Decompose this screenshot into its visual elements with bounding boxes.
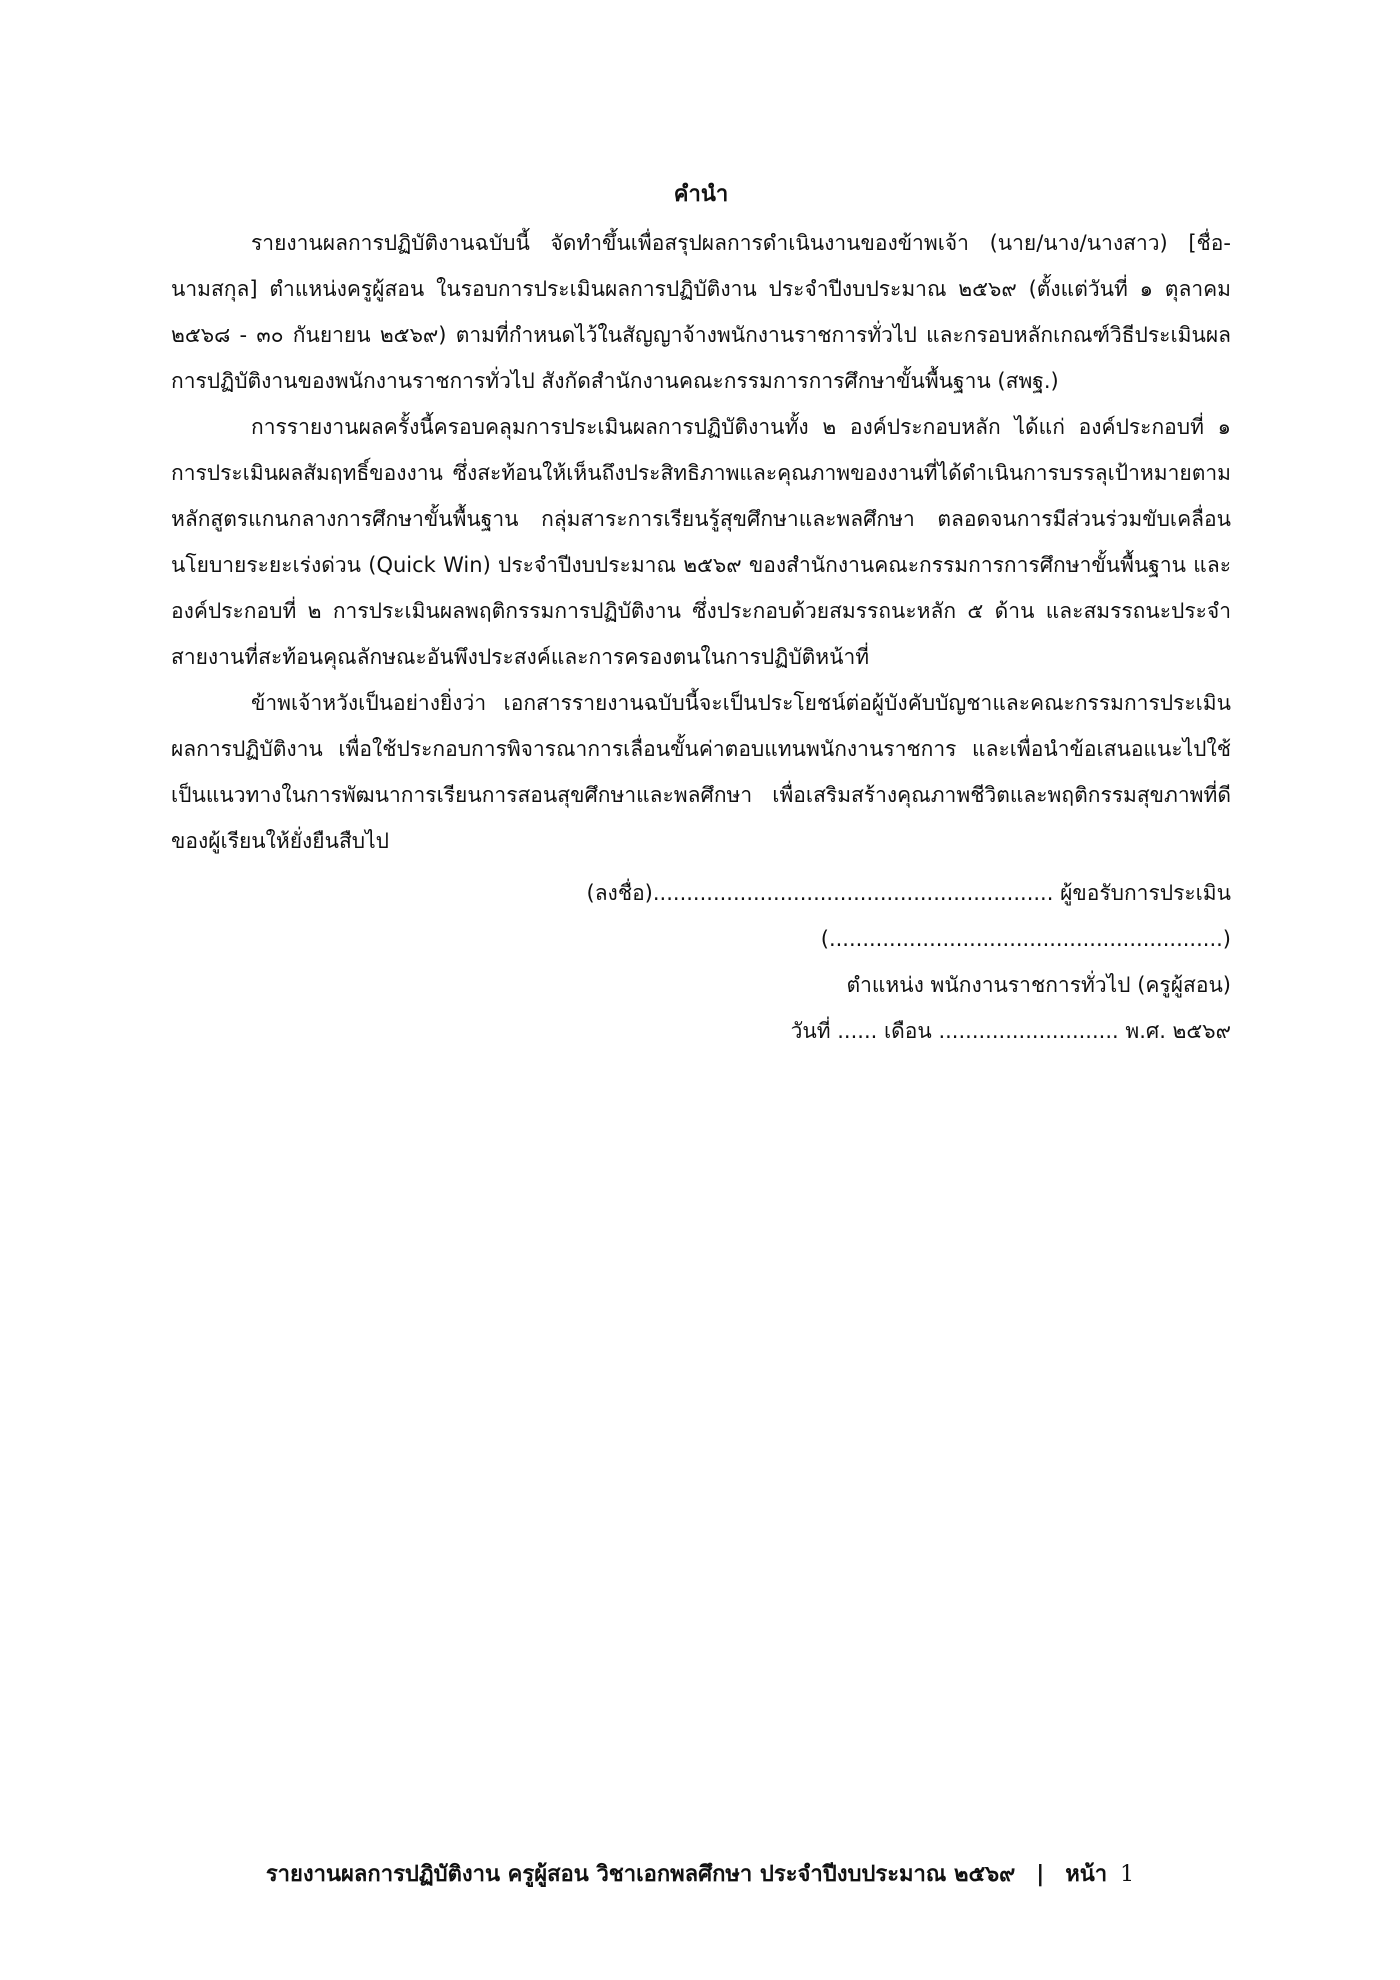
- signature-block: [171, 870, 1231, 1054]
- signature-line: (ลงชื่อ)............................................................ ผู้ขอรับการประเมิน: [586, 881, 1231, 905]
- page-title: คำนำ: [673, 182, 729, 207]
- paragraph-scope: การรายงานผลครั้งนี้ครอบคลุมการประเมินผลการปฏิบัติงานทั้ง ๒ องค์ประกอบหลัก ได้แก่ องค์ประกอบที่ ๑ การประเมินผลสัมฤทธิ์ของงาน ซึ่งสะท้อนให้เห็นถึงประสิทธิภาพและคุณภาพของงานที่ได้ดำเนินการบรรลุเป้าหมายตามหลักสูตรแกนกลางการศึกษาขั้นพื้นฐาน กลุ่มสาระการเรียนรู้สุขศึกษาและพลศึกษา ตลอดจนการมีส่วนร่วมขับเคลื่อนนโยบายระยะเร่งด่วน (Quick Win) ประจำปีงบประมาณ ๒๕๖๙ ของสำนักงานคณะกรรมการการศึกษาขั้นพื้นฐาน และ องค์ประกอบที่ ๒ การประเมินผลพฤติกรรมการปฏิบัติงาน ซึ่งประกอบด้วยสมรรถนะหลัก ๕ ด้าน และสมรรถนะประจำสายงานที่สะท้อนคุณลักษณะอันพึงประสงค์และการครองตนในการปฏิบัติหน้าที่: [171, 415, 1231, 669]
- signature-position: ตำแหน่ง พนักงานราชการทั่วไป (ครูผู้สอน): [846, 973, 1231, 997]
- footer-text: รายงานผลการปฏิบัติงาน ครูผู้สอน วิชาเอกพลศึกษา ประจำปีงบประมาณ ๒๕๖๙: [265, 1862, 1016, 1887]
- footer-page-label: หน้า: [1065, 1862, 1108, 1887]
- document-body: [171, 178, 1231, 1054]
- paragraph-intro: รายงานผลการปฏิบัติงานฉบับนี้ จัดทำขึ้นเพื่อสรุปผลการดำเนินงานของข้าพเจ้า (นาย/นาง/นางสาว) [ชื่อ-นามสกุล] ตำแหน่งครูผู้สอน ในรอบการประเมินผลการปฏิบัติงาน ประจำปีงบประมาณ ๒๕๖๙ (ตั้งแต่วันที่ ๑ ตุลาคม ๒๕๖๘ - ๓๐ กันยายน ๒๕๖๙) ตามที่กำหนดไว้ในสัญญาจ้างพนักงานราชการทั่วไป และกรอบหลักเกณฑ์วิธีประเมินผลการปฏิบัติงานของพนักงานราชการทั่วไป สังกัดสำนักงานคณะกรรมการการศึกษาขั้นพื้นฐาน (สพฐ.): [171, 231, 1231, 393]
- signature-date: วันที่ ...... เดือน ........................... พ.ศ. ๒๕๖๙: [790, 1019, 1231, 1043]
- footer-separator: |: [1036, 1862, 1045, 1887]
- signature-name-line: (...........................................................): [820, 927, 1231, 951]
- paragraph-closing: ข้าพเจ้าหวังเป็นอย่างยิ่งว่า เอกสารรายงานฉบับนี้จะเป็นประโยชน์ต่อผู้บังคับบัญชาและคณะกรรมการประเมินผลการปฏิบัติงาน เพื่อใช้ประกอบการพิจารณาการเลื่อนขั้นค่าตอบแทนพนักงานราชการ และเพื่อนำข้อเสนอแนะไปใช้เป็นแนวทางในการพัฒนาการเรียนการสอนสุขศึกษาและพลศึกษา เพื่อเสริมสร้างคุณภาพชีวิตและพฤติกรรมสุขภาพที่ดีของผู้เรียนให้ยั่งยืนสืบไป: [171, 691, 1231, 853]
- footer-page-number: 1: [1120, 1862, 1135, 1887]
- page-footer: [0, 1858, 1400, 1892]
